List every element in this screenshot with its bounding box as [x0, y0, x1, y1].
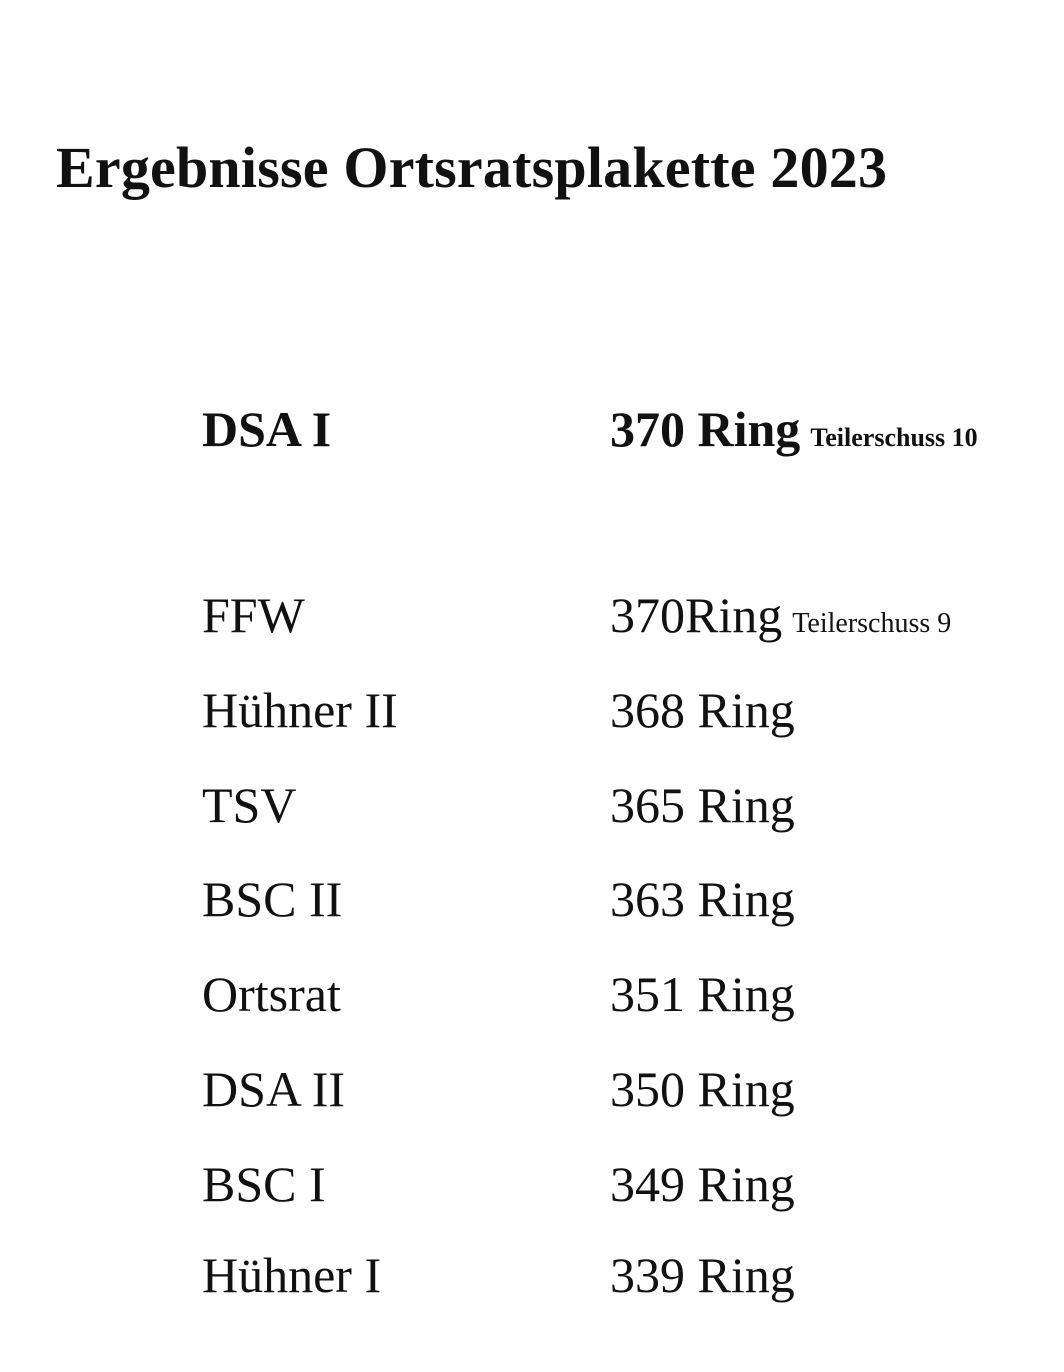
result-row-5 — [0, 864, 1064, 934]
result-row-2 — [0, 580, 1064, 650]
team-name: Hühner I — [202, 1247, 382, 1303]
team-name: BSC II — [202, 871, 343, 927]
result-row-6 — [0, 959, 1064, 1029]
result-row-3 — [0, 675, 1064, 745]
result-row-1 — [0, 394, 1064, 464]
result-row-7 — [0, 1054, 1064, 1124]
team-name: TSV — [202, 777, 297, 833]
team-score: 349 Ring — [610, 1156, 795, 1212]
tiebreak-note: Teilerschuss 9 — [792, 608, 952, 639]
tiebreak-note: Teilerschuss 10 — [810, 423, 978, 452]
score-value: 370Ring — [610, 587, 783, 643]
team-score — [610, 580, 951, 659]
team-score: 351 Ring — [610, 966, 795, 1022]
team-name: DSA I — [202, 401, 332, 457]
team-score: 365 Ring — [610, 777, 795, 833]
team-name: Ortsrat — [202, 966, 341, 1022]
result-row-4 — [0, 770, 1064, 840]
page-title: Ergebnisse Ortsratsplakette 2023 — [56, 135, 888, 200]
team-score: 363 Ring — [610, 871, 795, 927]
team-score: 339 Ring — [610, 1247, 795, 1303]
team-name: FFW — [202, 587, 305, 643]
score-value: 370 Ring — [610, 401, 801, 457]
team-score: 368 Ring — [610, 682, 795, 738]
team-name: Hühner II — [202, 682, 398, 738]
team-score: 350 Ring — [610, 1061, 795, 1117]
result-row-8 — [0, 1149, 1064, 1219]
result-row-9 — [0, 1240, 1064, 1310]
team-score — [610, 394, 978, 473]
team-name: BSC I — [202, 1156, 326, 1212]
team-name: DSA II — [202, 1061, 346, 1117]
